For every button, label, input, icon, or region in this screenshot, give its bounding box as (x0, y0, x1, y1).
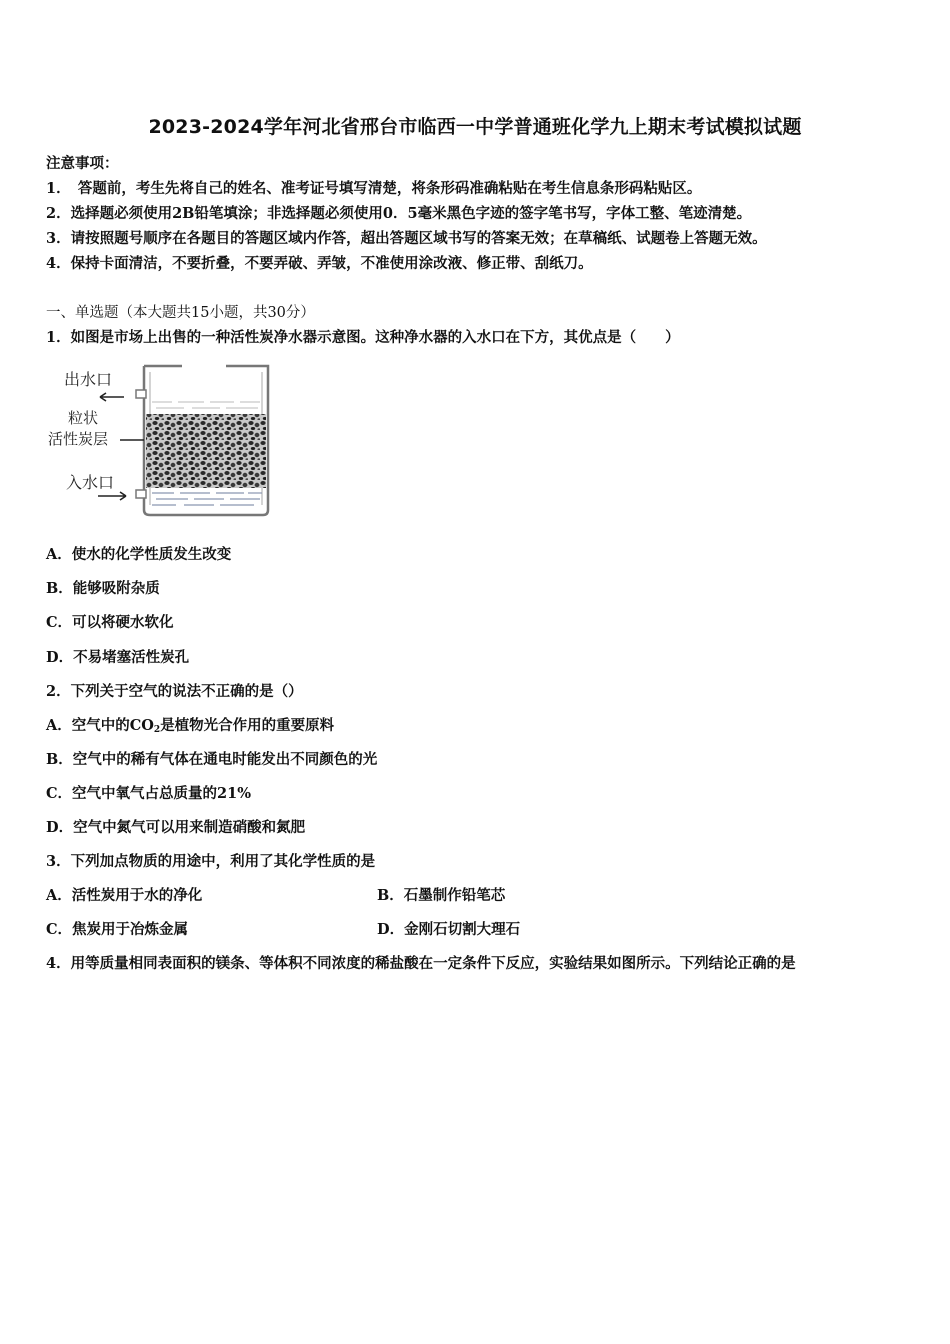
inlet-label: 入水口 (66, 473, 115, 492)
q2-option-d: D．空气中氮气可以用来制造硝酸和氮肥 (46, 819, 306, 836)
q3-option-b: B．石墨制作铅笔芯 (377, 887, 506, 904)
question-3-stem: 3．下列加点物质的用途中，利用了其化学性质的是 (46, 853, 376, 870)
carbon-layer (146, 414, 266, 488)
notice-heading: 注意事项： (46, 155, 119, 172)
q2-option-a (46, 714, 334, 735)
q2-option-b: B．空气中的稀有气体在通电时能发出不同颜色的光 (46, 751, 378, 768)
notice-item-3: 3．请按照题号顺序在各题目的答题区域内作答，超出答题区域书写的答案无效；在草稿纸、试题卷上答题无效。 (46, 230, 767, 247)
q3-option-d: D．金刚石切割大理石 (377, 921, 521, 938)
q2-option-a-pre: A．空气中的CO (46, 717, 154, 734)
water-purifier-diagram (44, 360, 284, 520)
layer-label-line2: 活性炭层 (48, 430, 109, 448)
outlet-label: 出水口 (64, 370, 113, 389)
q2-option-a-post: 是植物光合作用的重要原料 (160, 717, 335, 734)
q3-option-c: C．焦炭用于冶炼金属 (46, 921, 189, 938)
q1-option-b: B．能够吸附杂质 (46, 580, 160, 597)
question-1-stem: 1．如图是市场上出售的一种活性炭净水器示意图。这种净水器的入水口在下方，其优点是（ ） (46, 329, 680, 346)
outlet-arrow-icon (100, 393, 124, 401)
q2-option-c: C．空气中氧气占总质量的21% (46, 785, 251, 802)
outlet-pipe (136, 390, 146, 398)
q3-option-a: A．活性炭用于水的净化 (46, 887, 203, 904)
q1-option-d: D．不易堵塞活性炭孔 (46, 649, 190, 666)
layer-label-line1: 粒状 (68, 409, 99, 427)
q1-option-a: A．使水的化学性质发生改变 (46, 546, 232, 563)
q2-option-a-sub: 2 (153, 725, 161, 735)
notice-item-1: 1． 答题前，考生先将自己的姓名、准考证号填写清楚，将条形码准确粘贴在考生信息条形码粘贴区。 (46, 180, 702, 197)
section-heading: 一、单选题（本大题共15小题，共30分） (46, 305, 315, 321)
exam-title: 2023-2024学年河北省邢台市临西一中学普通班化学九上期末考试模拟试题 (148, 116, 802, 138)
notice-item-4: 4．保持卡面清洁，不要折叠，不要弄破、弄皱，不准使用涂改液、修正带、刮纸刀。 (46, 255, 593, 272)
lower-water-lines (152, 493, 262, 505)
upper-water-lines (152, 402, 260, 408)
q1-option-c: C．可以将硬水软化 (46, 614, 174, 631)
question-2-stem: 2．下列关于空气的说法不正确的是（） (46, 683, 303, 700)
inlet-arrow-icon (98, 492, 126, 500)
inlet-pipe (136, 490, 146, 498)
notice-item-2: 2．选择题必须使用2B铅笔填涂；非选择题必须使用0．5毫米黑色字迹的签字笔书写，字体工整、笔迹清楚。 (46, 205, 752, 222)
question-4-stem: 4．用等质量相同表面积的镁条、等体积不同浓度的稀盐酸在一定条件下反应，实验结果如图所示。下列结论正确的是 (46, 955, 796, 972)
